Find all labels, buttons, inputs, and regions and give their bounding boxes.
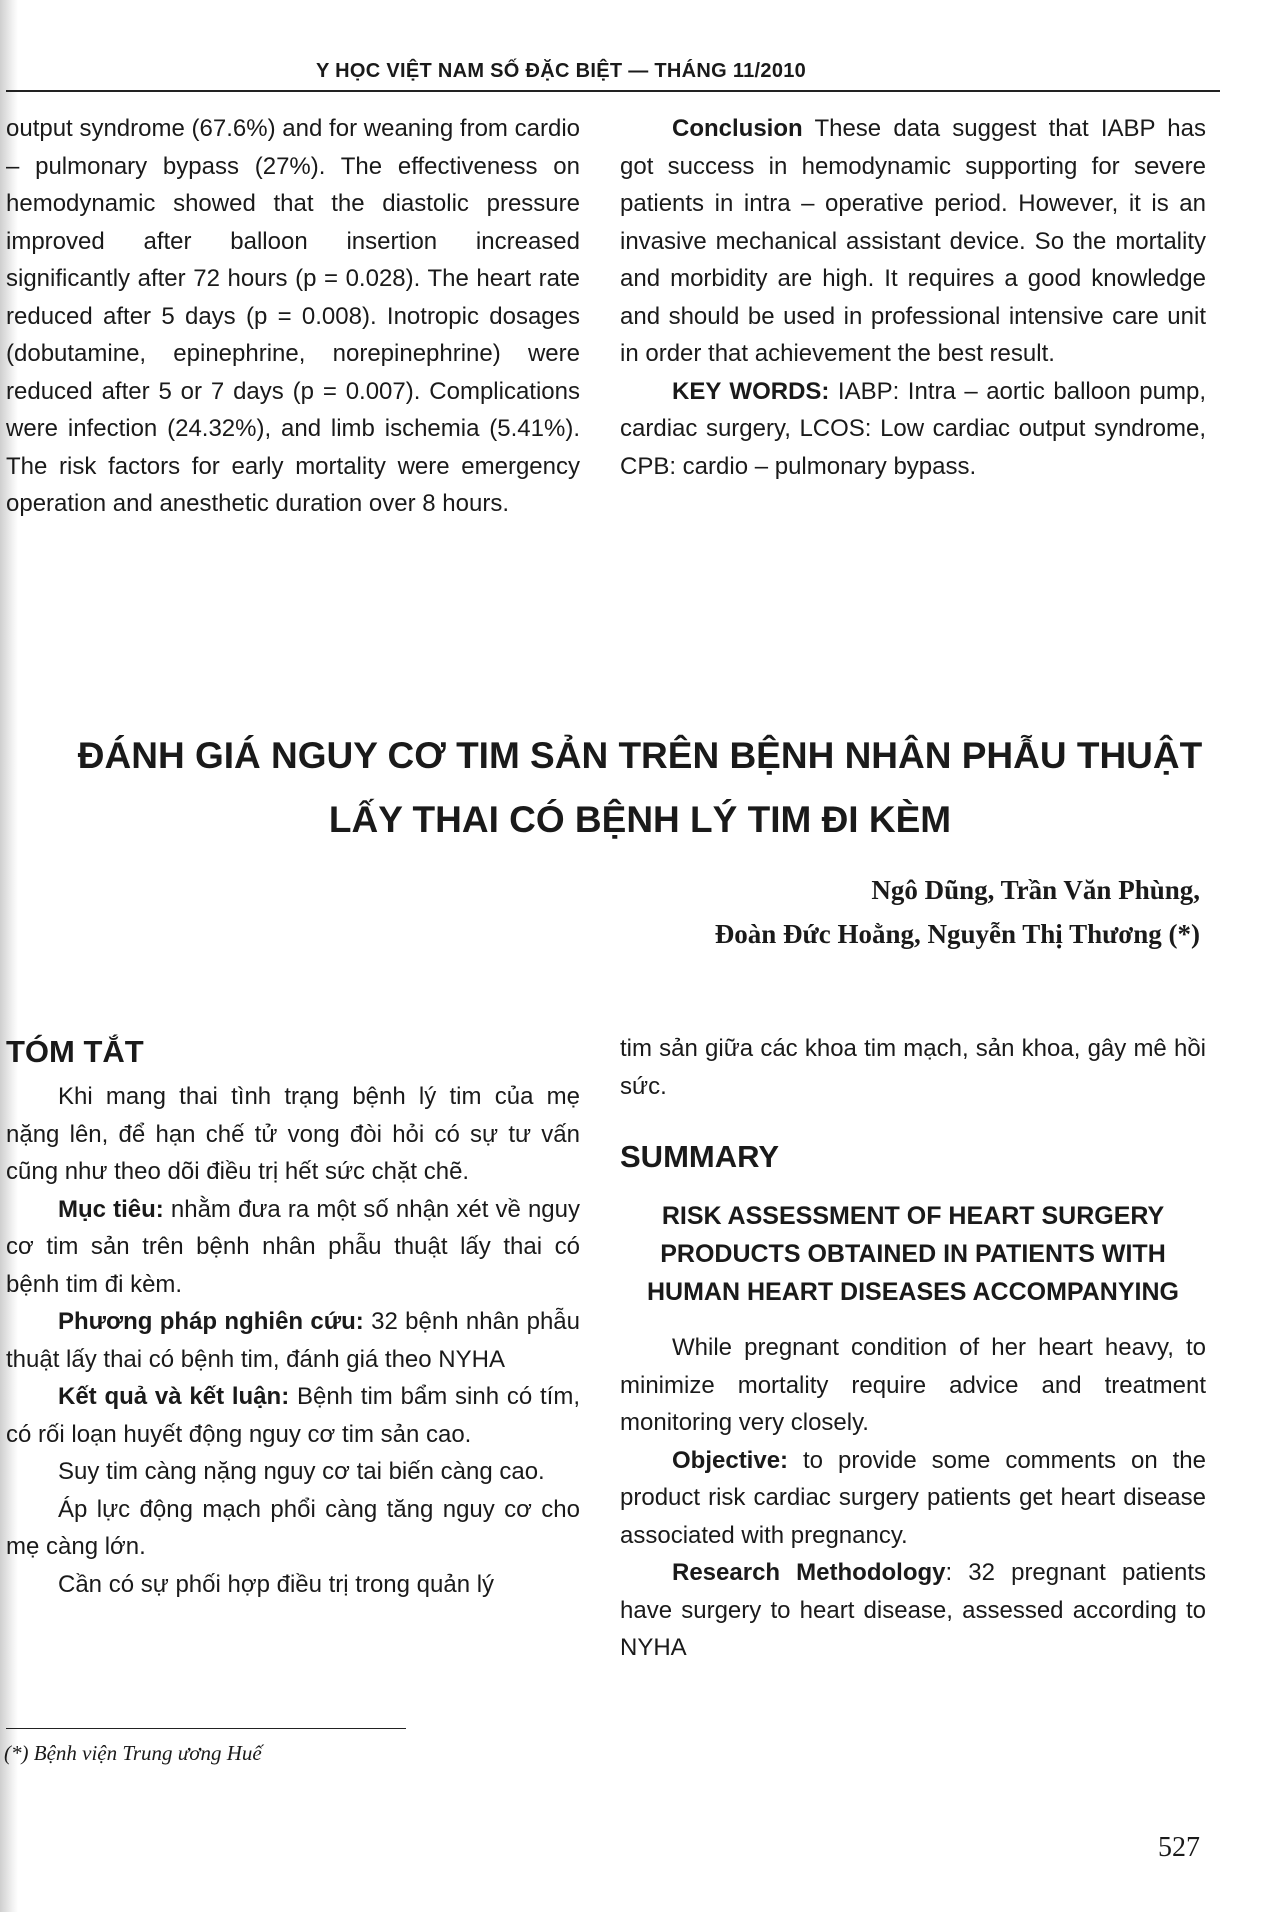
previous-article-right-column	[620, 110, 1206, 485]
objective-text: to provide some comments on the product risk cardiac surgery patients get heart disease associated with pregnancy.	[620, 1446, 1206, 1549]
previous-article-results-text: output syndrome (67.6%) and for weaning from cardio – pulmonary bypass (27%). The effectiveness on hemodynamic showed that the diastolic pressure improved after balloon insertion increased significantly after 72 hours (p = 0.028). The heart rate reduced after 5 days (p = 0.008). Inotropic dosages (dobutamine, epinephrine, norepinephrine) were reduced after 5 or 7 days (p = 0.007). Complications were infection (24.32%), and limb ischemia (5.41%). The risk factors for early mortality were emergency operation and anesthetic duration over 8 hours.	[6, 115, 580, 517]
affiliation-footnote: (*) Bệnh viện Trung ương Huế	[4, 1741, 262, 1765]
ket-qua-text: Bệnh tim bẩm sinh có tím, có rối loạn huyết động nguy cơ tim sản cao.	[6, 1383, 580, 1448]
footnote-rule	[6, 1728, 406, 1729]
tom-tat-heading: TÓM TẮT	[6, 1034, 144, 1069]
article-authors	[560, 868, 1200, 956]
keywords-label: KEY WORDS:	[672, 377, 830, 405]
authors-line-1: Ngô Dũng, Trần Văn Phùng,	[871, 875, 1200, 905]
tom-tat-continuation: tim sản giữa các khoa tim mạch, sản khoa, gây mê hồi sức.	[620, 1035, 1206, 1100]
summary-column	[620, 1030, 1206, 1667]
summary-heading: SUMMARY	[620, 1139, 780, 1174]
authors-line-2: Đoàn Đức Hoằng, Nguyễn Thị Thương (*)	[714, 919, 1200, 949]
article-title	[40, 724, 1240, 852]
header-rule	[6, 90, 1220, 92]
ap-luc-paragraph: Áp lực động mạch phổi càng tăng nguy cơ cho mẹ càng lớn.	[6, 1495, 580, 1560]
keywords-text: IABP: Intra – aortic balloon pump, cardiac surgery, LCOS: Low cardiac output syndrome, CPB: cardio – pulmonary bypass.	[620, 377, 1207, 480]
muc-tieu-paragraph	[6, 1191, 580, 1304]
methodology-text: : 32 pregnant patients have surgery to heart disease, assessed according to NYHA	[620, 1559, 1207, 1661]
conclusion-paragraph	[620, 110, 1206, 373]
summary-title: RISK ASSESSMENT OF HEART SURGERY PRODUCTS OBTAINED IN PATIENTS WITH HUMAN HEART DISEASES ACCOMPANYING	[647, 1202, 1179, 1306]
conclusion-text: These data suggest that IABP has got success in hemodynamic supporting for severe patients in intra – operative period. However, it is an invasive mechanical assistant device. So the mortality and morbidity are high. It requires a good knowledge and should be used in professional intensive care unit in order that achievement the best result.	[620, 115, 1206, 367]
methodology-label: Research Methodology	[672, 1559, 946, 1586]
objective-paragraph	[620, 1442, 1206, 1555]
running-head: Y HỌC VIỆT NAM SỐ ĐẶC BIỆT — THÁNG 11/2010	[316, 60, 807, 82]
phuong-phap-paragraph	[6, 1303, 580, 1378]
suy-tim-paragraph: Suy tim càng nặng nguy cơ tai biến càng cao.	[58, 1458, 545, 1485]
muc-tieu-label: Mục tiêu:	[58, 1195, 164, 1223]
previous-article-left-column	[6, 110, 580, 523]
article-title-line-2: LẤY THAI CÓ BỆNH LÝ TIM ĐI KÈM	[328, 799, 952, 840]
keywords-paragraph	[620, 373, 1206, 486]
page-number: 527	[1158, 1832, 1200, 1863]
phuong-phap-label: Phương pháp nghiên cứu:	[58, 1308, 364, 1335]
can-co-paragraph: Cần có sự phối hợp điều trị trong quản lý	[58, 1570, 495, 1598]
article-title-line-1: ĐÁNH GIÁ NGUY CƠ TIM SẢN TRÊN BỆNH NHÂN PHẪU THUẬT	[77, 735, 1203, 776]
tom-tat-intro: Khi mang thai tình trạng bệnh lý tim của mẹ nặng lên, để hạn chế tử vong đòi hỏi có sự tư vấn cũng như theo dõi điều trị hết sức chặt chẽ.	[6, 1083, 580, 1185]
tom-tat-column	[6, 1030, 580, 1603]
methodology-paragraph	[620, 1554, 1206, 1667]
ket-qua-label: Kết quả và kết luận:	[58, 1383, 290, 1410]
conclusion-label: Conclusion	[672, 115, 803, 142]
ket-qua-paragraph	[6, 1378, 580, 1453]
objective-label: Objective:	[672, 1446, 789, 1474]
muc-tieu-text: nhằm đưa ra một số nhận xét về nguy cơ tim sản trên bệnh nhân phẫu thuật lấy thai có bệnh tim đi kèm.	[6, 1195, 580, 1298]
summary-intro: While pregnant condition of her heart heavy, to minimize mortality require advice and treatment monitoring very closely.	[620, 1334, 1206, 1436]
phuong-phap-text: 32 bệnh nhân phẫu thuật lấy thai có bệnh tim, đánh giá theo NYHA	[6, 1308, 580, 1373]
